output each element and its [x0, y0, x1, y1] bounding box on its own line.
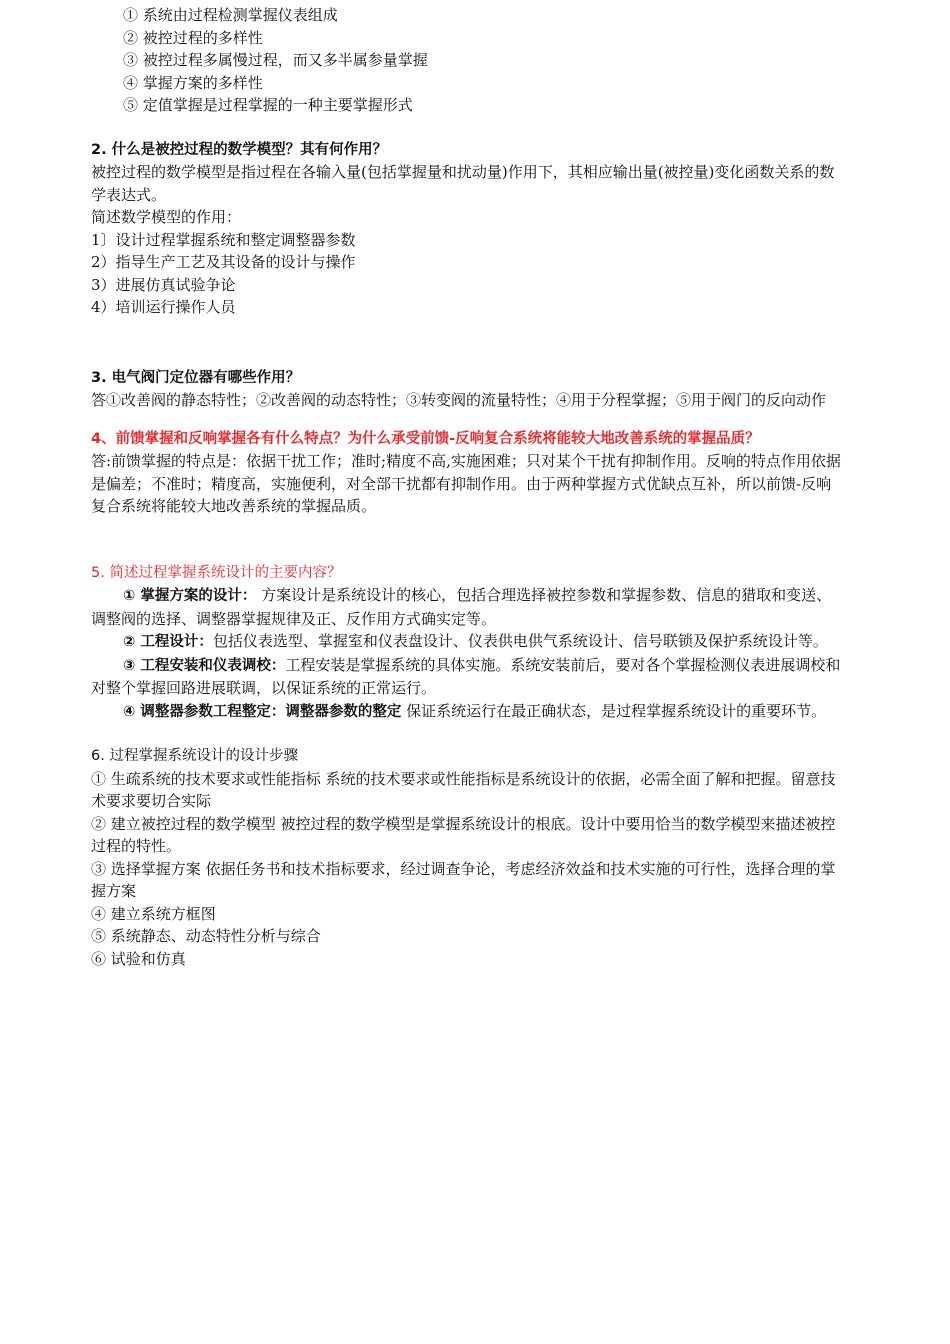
q6-item: ⑥ 试验和仿真 [91, 949, 186, 968]
q1-item: ① 系统由过程检测掌握仪表组成 [123, 6, 338, 24]
q2-role: 3）进展仿真试验争论 [91, 275, 236, 294]
q1-item: ③ 被控过程多属慢过程，而又多半属参量掌握 [123, 51, 428, 69]
q5-title: 5. 简述过程掌握系统设计的主要内容？ [91, 564, 342, 581]
q3-section [91, 367, 843, 412]
q4-section [91, 428, 843, 518]
q6-item: ④ 建立系统方框图 [91, 904, 216, 923]
spacer [91, 518, 843, 562]
q6-item: ⑤ 系统静态、动态特性分析与综合 [91, 927, 321, 945]
spacer [91, 723, 843, 745]
q5-item-text: 工程安装是掌握系统的具体实施。系统安装前后，要对各个掌握检测仪表进展调校和对整个掌握回路进展联调，以保证系统的正常运行。 [91, 655, 841, 697]
q5-item-label: ① 掌握方案的设计： [123, 588, 257, 604]
q6-item: ② 建立被控过程的数学模型 被控过程的数学模型是掌握系统设计的根底。设计中要用恰当的数学模型来描述被控过程的特性。 [91, 814, 836, 855]
q1-list [91, 4, 843, 117]
q4-answer: 答:前馈掌握的特点是：依据干扰工作；准时;精度不高,实施困难；只对某个干扰有抑制作用。反响的特点作用依据是偏差；不准时；精度高，实施便利，对全部干扰都有抑制作用。由于两种掌握方式优缺点互补，所以前馈-反响复合系统将能较大地改善系统的掌握品质。 [91, 452, 841, 515]
spacer [91, 117, 843, 139]
q5-item-text: 包括仪表选型、掌握室和仪表盘设计、仪表供电供气系统设计、信号联锁及保护系统设计等。 [212, 632, 828, 650]
q6-item: ③ 选择掌握方案 依据任务书和技术指标要求，经过调查争论，考虑经济效益和技术实施的可行性，选择合理的掌握方案 [91, 859, 836, 900]
q1-item: ② 被控过程的多样性 [123, 28, 263, 47]
q3-title: 3. 电气阀门定位器有哪些作用？ [91, 369, 301, 386]
q5-item-text: 保证系统运行在最正确状态，是过程掌握系统设计的重要环节。 [401, 701, 827, 720]
q1-item: ④ 掌握方案的多样性 [123, 73, 263, 92]
q2-title: 2. 什么是被控过程的数学模型？其有何作用？ [91, 141, 388, 158]
q2-role: 1〕设计过程掌握系统和整定调整器参数 [91, 230, 356, 249]
q5-item [91, 654, 843, 700]
q5-section [91, 562, 843, 724]
q2-role: 2）指导生产工艺及其设备的设计与操作 [91, 253, 356, 271]
q2-answer: 被控过程的数学模型是指过程在各输入量(包括掌握量和扰动量)作用下，其相应输出量(被控量)变化函数关系的数学表达式。 [91, 163, 835, 204]
q5-item-text: 方案设计是系统设计的核心，包括合理选择被控参数和掌握参数、信息的猎取和变送、调整阀的选择、调整器掌握规律及正、反作用方式确实定等。 [91, 586, 832, 628]
q5-item [91, 630, 843, 654]
q3-answer: 答①改善阀的静态特性；②改善阀的动态特性；③转变阀的流量特性；④用于分程掌握；⑤用于阀门的反向动作 [91, 391, 827, 409]
spacer [91, 412, 843, 428]
q5-item-label: ③ 工程安装和仪表调校： [123, 657, 286, 674]
q4-title: 4、前馈掌握和反响掌握各有什么特点？为什么承受前馈-反响复合系统将能较大地改善系统的掌握品质？ [91, 430, 760, 447]
q2-role: 4）培训运行操作人员 [91, 298, 236, 316]
q5-item-label: ② 工程设计： [123, 634, 213, 650]
q2-section [91, 139, 843, 319]
q2-role-heading: 简述数学模型的作用： [91, 208, 242, 226]
spacer [91, 319, 843, 367]
document-page [91, 4, 843, 970]
q1-item: ⑤ 定值掌握是过程掌握的一种主要掌握形式 [123, 96, 413, 114]
q5-item [91, 584, 843, 630]
q6-title: 6. 过程掌握系统设计的设计步骤 [91, 748, 298, 764]
q6-item: ① 生疏系统的技术要求或性能指标 系统的技术要求或性能指标是系统设计的依据，必需全面了解和把握。留意技术要求要切合实际 [91, 769, 836, 810]
q5-item-label: ④ 调整器参数工程整定：调整器参数的整定 [123, 703, 402, 720]
q5-item [91, 700, 843, 724]
q6-section [91, 745, 843, 970]
